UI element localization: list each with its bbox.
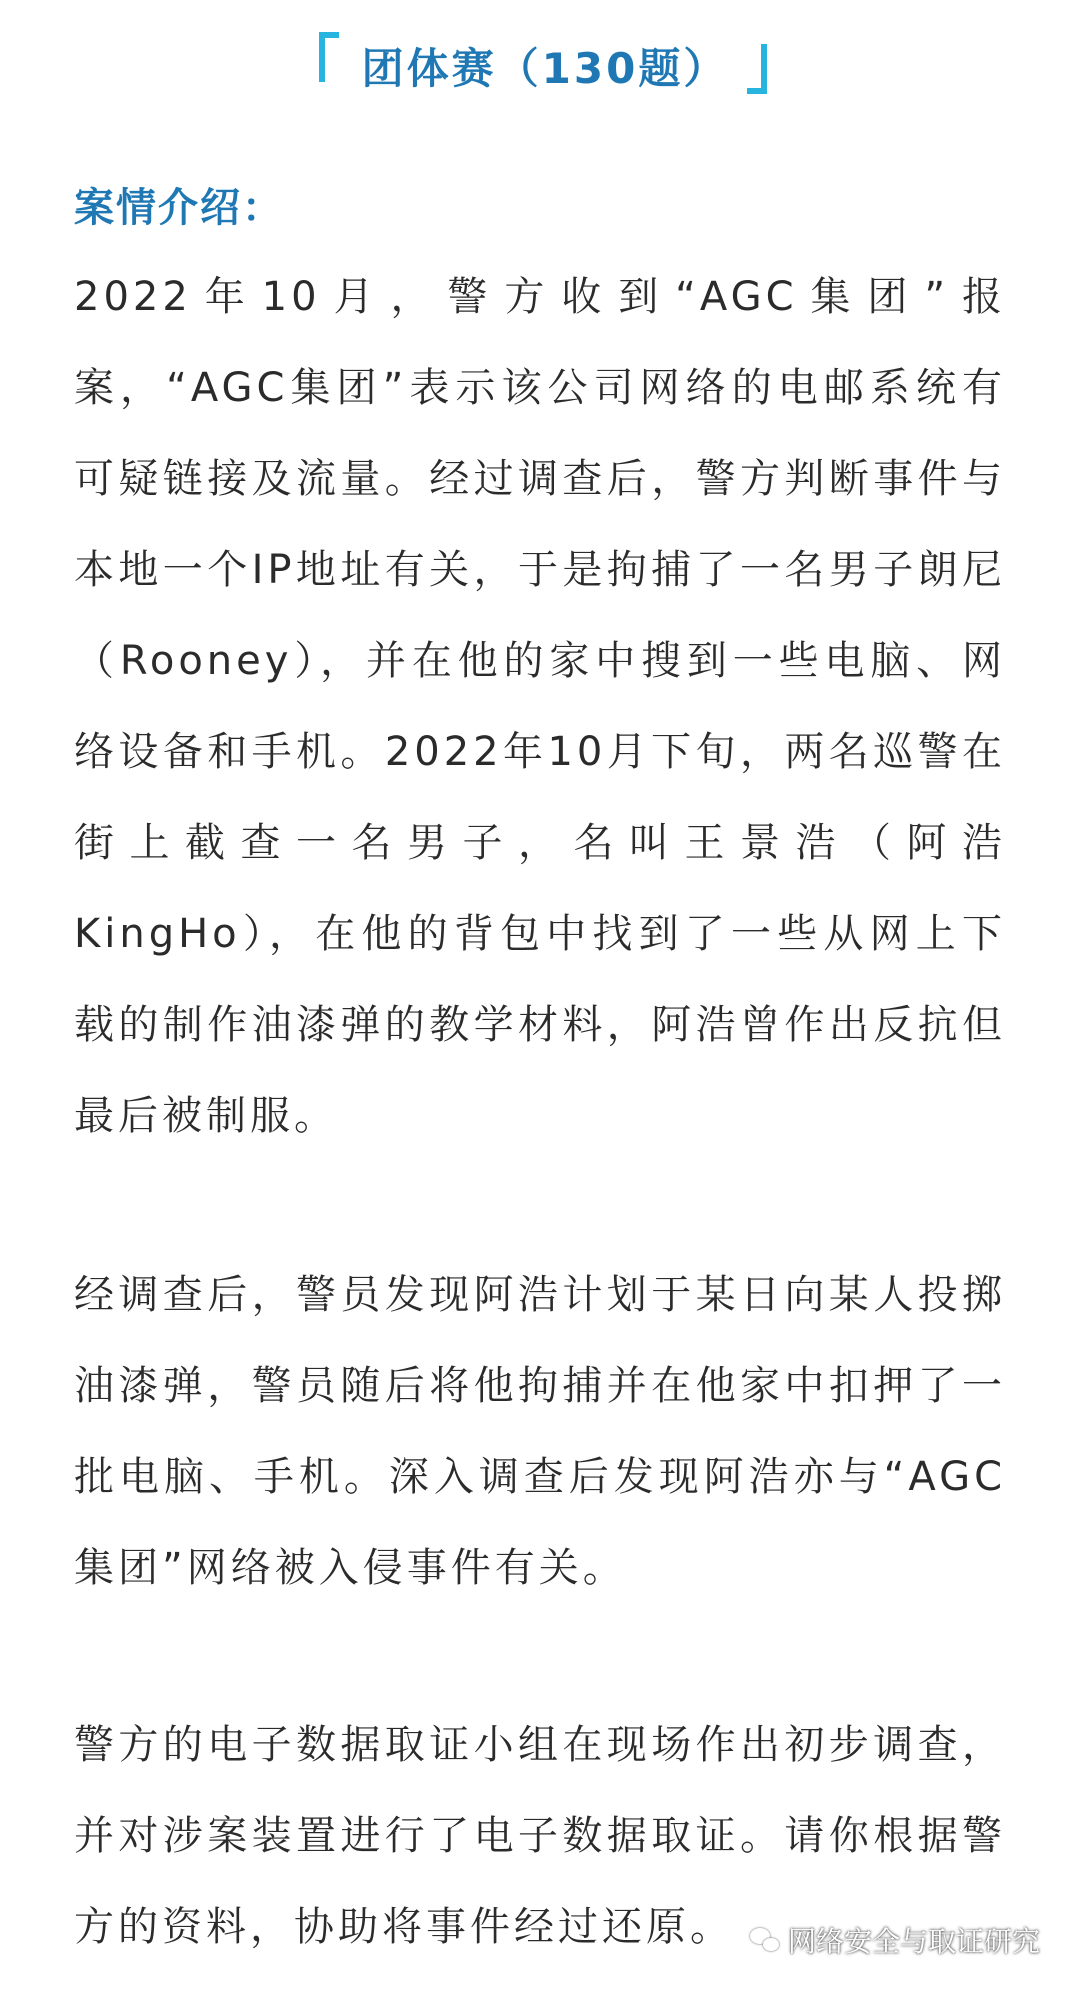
case-paragraph-3: 警方的电子数据取证小组在现场作出初步调查，并对涉案装置进行了电子数据取证。请你根据警方的资料，协助将事件经过还原。 (74, 1722, 1006, 1950)
left-corner-bracket-icon (319, 32, 339, 82)
title-banner (0, 22, 1080, 102)
case-paragraph-2: 经调查后，警员发现阿浩计划于某日向某人投掷油漆弹，警员随后将他拘捕并在他家中扣押了一批电脑、手机。深入调查后发现阿浩亦与“AGC集团”网络被入侵事件有关。 (74, 1272, 1006, 1591)
page-title: 团体赛（130题） (361, 44, 729, 93)
account-watermark (750, 1920, 1040, 1960)
right-corner-bracket-icon (747, 44, 767, 94)
case-paragraph-1: 2022年10月，警方收到“AGC集团”报案，“AGC集团”表示该公司网络的电邮系统有可疑链接及流量。经过调查后，警方判断事件与本地一个IP地址有关，于是拘捕了一名男子朗尼（Rooney），并在他的家中搜到一些电脑、网络设备和手机。2022年10月下旬，两名巡警在街上截查一名男子，名叫王景浩（阿浩KingHo），在他的背包中找到了一些从网上下载的制作油漆弹的教学材料，阿浩曾作出反抗但最后被制服。 (74, 274, 1006, 1139)
watermark-text: 网络安全与取证研究 (787, 1925, 1040, 1958)
section-heading: 案情介绍： (74, 185, 284, 231)
wechat-icon (750, 1926, 782, 1954)
